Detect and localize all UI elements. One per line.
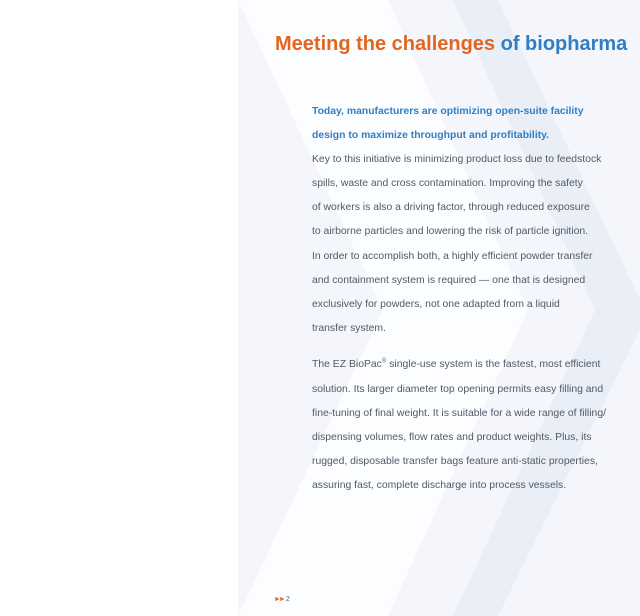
paragraph-line: assuring fast, complete discharge into process vessels. <box>312 479 567 491</box>
paragraph-line: transfer system. <box>312 322 386 334</box>
page-number: 2 <box>285 596 290 603</box>
paragraph-line: rugged, disposable transfer bags feature anti-static properties, <box>312 455 598 467</box>
paragraph-line-rest: single-use system is the fastest, most efficient <box>386 359 601 371</box>
paragraph-line: of workers is also a driving factor, through reduced exposure <box>312 202 590 214</box>
paragraph-line: to airborne particles and lowering the risk of particle ignition. <box>312 226 589 238</box>
lead-line: design to maximize throughput and profitability. <box>312 130 550 142</box>
lead-line: Today, manufacturers are optimizing open-suite facility <box>312 106 584 117</box>
body-text <box>312 100 638 498</box>
paragraph-line: exclusively for powders, not one adapted from a liquid <box>312 298 560 310</box>
paragraph-line: fine-tuning of final weight. It is suitable for a wide range of filling/ <box>312 407 606 419</box>
paragraph-1 <box>312 148 638 341</box>
title-blue-part: of biopharma <box>500 33 628 55</box>
paragraph-line <box>312 359 600 370</box>
paragraph-line: Key to this initiative is minimizing product loss due to feedstock <box>312 154 602 166</box>
lead-paragraph <box>312 100 638 148</box>
paragraph-2 <box>312 350 638 498</box>
title-orange-part: Meeting the challenges <box>275 33 501 55</box>
paragraph-line: and containment system is required — one that is designed <box>312 274 586 286</box>
product-name: The EZ BioPac <box>312 359 382 371</box>
paragraph-line: In order to accomplish both, a highly efficient powder transfer <box>312 250 593 262</box>
registered-mark: ® <box>381 358 387 365</box>
page-title <box>275 31 627 57</box>
paragraph-line: solution. Its larger diameter top opening permits easy filling and <box>312 383 604 395</box>
paragraph-line: dispensing volumes, flow rates and product weights. Plus, its <box>312 431 592 443</box>
double-chevron-right-icon: ►► <box>274 596 284 603</box>
page-footer <box>274 596 290 603</box>
paragraph-line: spills, waste and cross contamination. Improving the safety <box>312 178 583 190</box>
